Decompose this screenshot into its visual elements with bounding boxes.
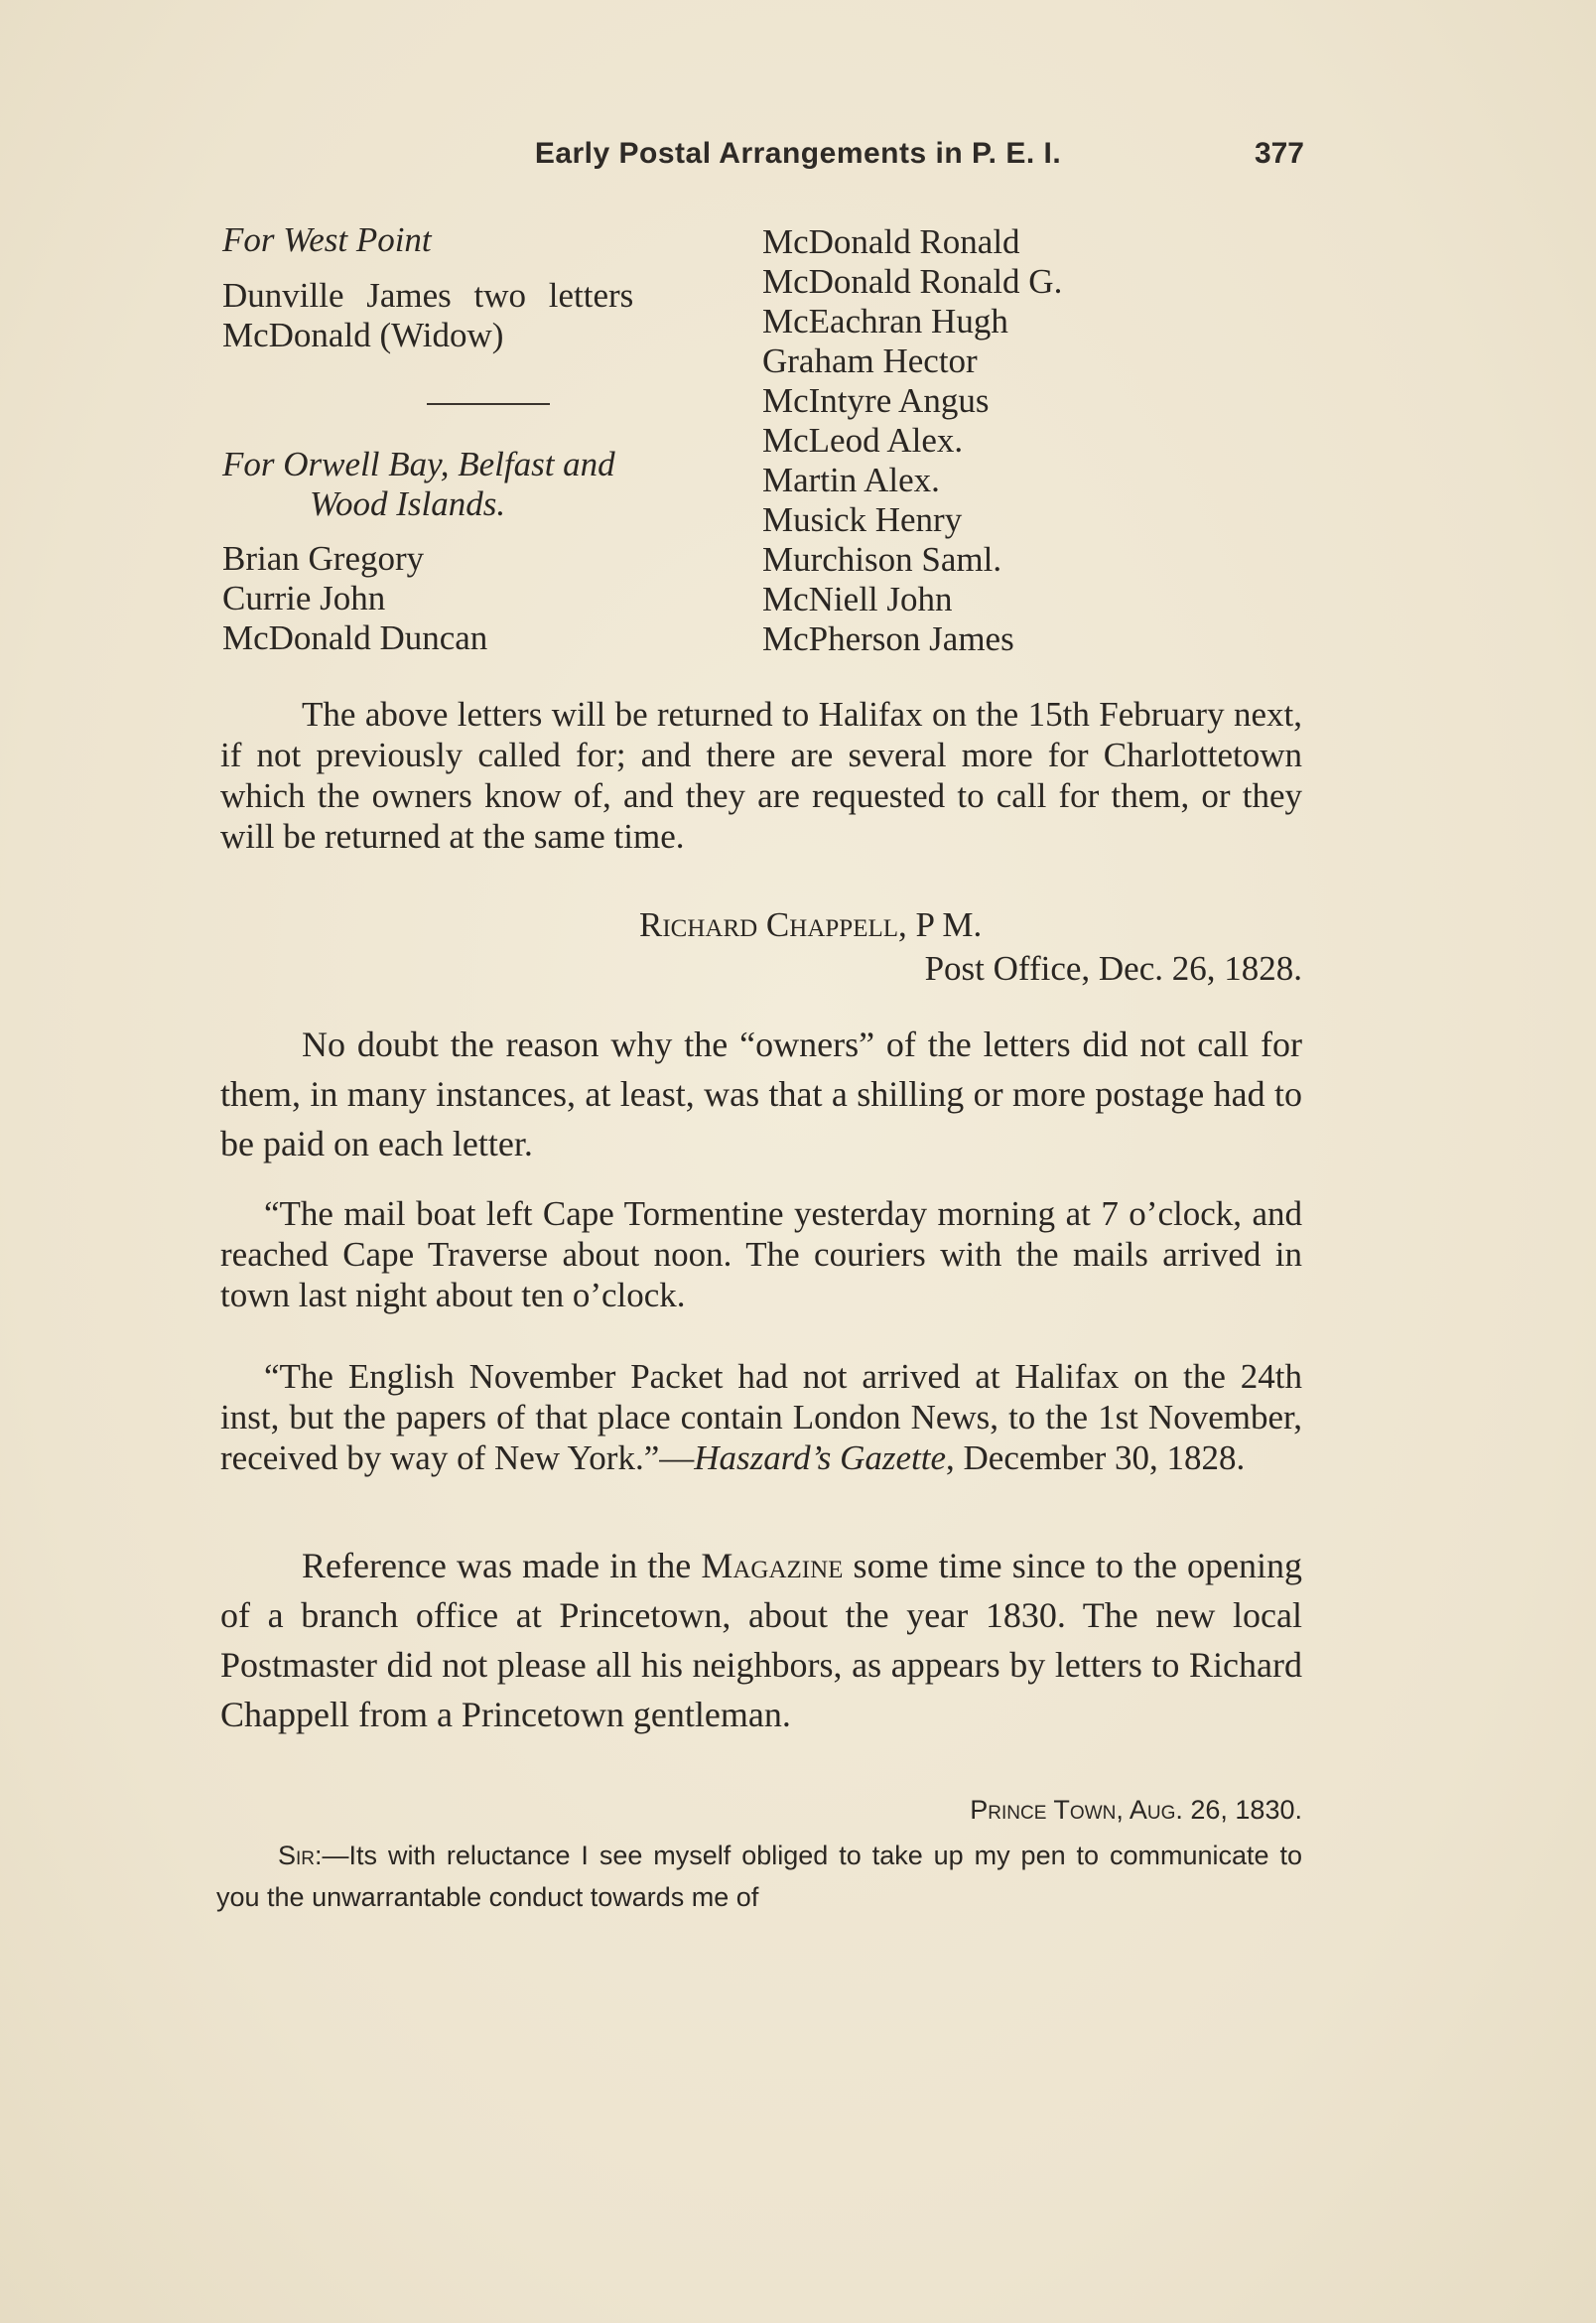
orwell-heading-line1: For Orwell Bay, Belfast and: [222, 445, 615, 483]
list-item: Currie John: [222, 579, 386, 617]
letter-salutation: Sir:: [278, 1841, 323, 1870]
list-item: Dunville James two letters: [222, 276, 634, 315]
list-item: McLeod Alex.: [762, 421, 964, 460]
reference-paragraph: [220, 1541, 1302, 1739]
list-item: Murchison Saml.: [762, 540, 1002, 579]
notice-text: The above letters will be returned to Halifax on the 15th February next, if not previously called for; and there are several more for Charlottetown which the owners know of, and they are requested to call for them, or they will be returned at the same time.: [220, 695, 1302, 856]
list-item: McDonald Duncan: [222, 618, 488, 657]
owners-paragraph: [220, 1020, 1302, 1168]
list-item: Musick Henry: [762, 500, 963, 539]
letter-dateline: Prince Town, Aug. 26, 1830.: [970, 1795, 1302, 1825]
quote-source: Haszard’s Gazette: [694, 1438, 947, 1477]
mail-boat-text: “The mail boat left Cape Tormentine yesterday morning at 7 o’clock, and reached Cape Traverse about noon. The couriers with the mails arrived in town last night about ten o’clock.: [220, 1194, 1302, 1314]
list-item: McDonald Ronald: [762, 222, 1020, 261]
orwell-list: [222, 539, 487, 658]
notice-paragraph: [220, 694, 1302, 857]
section-divider: [427, 403, 550, 405]
west-point-heading: For West Point: [222, 220, 432, 259]
right-column: [762, 222, 1062, 659]
packet-quote: [220, 1356, 1302, 1478]
signature-place-date: Post Office, Dec. 26, 1828.: [924, 949, 1302, 988]
list-item: Graham Hector: [762, 342, 978, 380]
page-number: 377: [1254, 137, 1304, 170]
running-header-title: Early Postal Arrangements in P. E. I.: [534, 137, 1062, 170]
list-item: McIntyre Angus: [762, 381, 990, 420]
list-item: McDonald Ronald G.: [762, 262, 1063, 301]
reference-text-end: some time since to the opening of a branch office at Princetown, about the year 1830. The new local Postmaster did not please all his neighbors, as appears by letters to Richard Chappell from a Princetown gentleman.: [220, 1546, 1303, 1734]
magazine-word: Magazine: [701, 1546, 844, 1585]
letter-text: —Its with reluctance I see myself obliged to take up my pen to communicate to you the unwarrantable conduct towards me of: [216, 1841, 1302, 1912]
quote-source-date: , December 30, 1828.: [946, 1438, 1246, 1477]
list-item: McPherson James: [762, 619, 1014, 658]
packet-text: “The English November Packet had not arrived at Halifax on the 24th inst, but the papers of that place contain London News, to the 1st November, received by way of New York.”—: [220, 1357, 1302, 1477]
list-item: McDonald (Widow): [222, 316, 504, 354]
signature-name: Richard Chappell, P M.: [639, 905, 983, 944]
left-column: [222, 220, 432, 260]
list-item: McEachran Hugh: [762, 302, 1008, 341]
mail-boat-quote: [220, 1193, 1302, 1315]
orwell-heading-line2: Wood Islands.: [310, 484, 506, 523]
letter-body: [216, 1835, 1302, 1918]
owners-text: No doubt the reason why the “owners” of the letters did not call for them, in many instances, at least, was that a shilling or more postage had to be paid on each letter.: [220, 1025, 1302, 1163]
list-item: Brian Gregory: [222, 539, 425, 578]
list-item: McNiell John: [762, 580, 953, 618]
list-item: Martin Alex.: [762, 461, 940, 499]
reference-text-start: Reference was made in the: [302, 1546, 702, 1585]
orwell-heading: [222, 445, 615, 524]
west-point-list: [222, 276, 633, 355]
